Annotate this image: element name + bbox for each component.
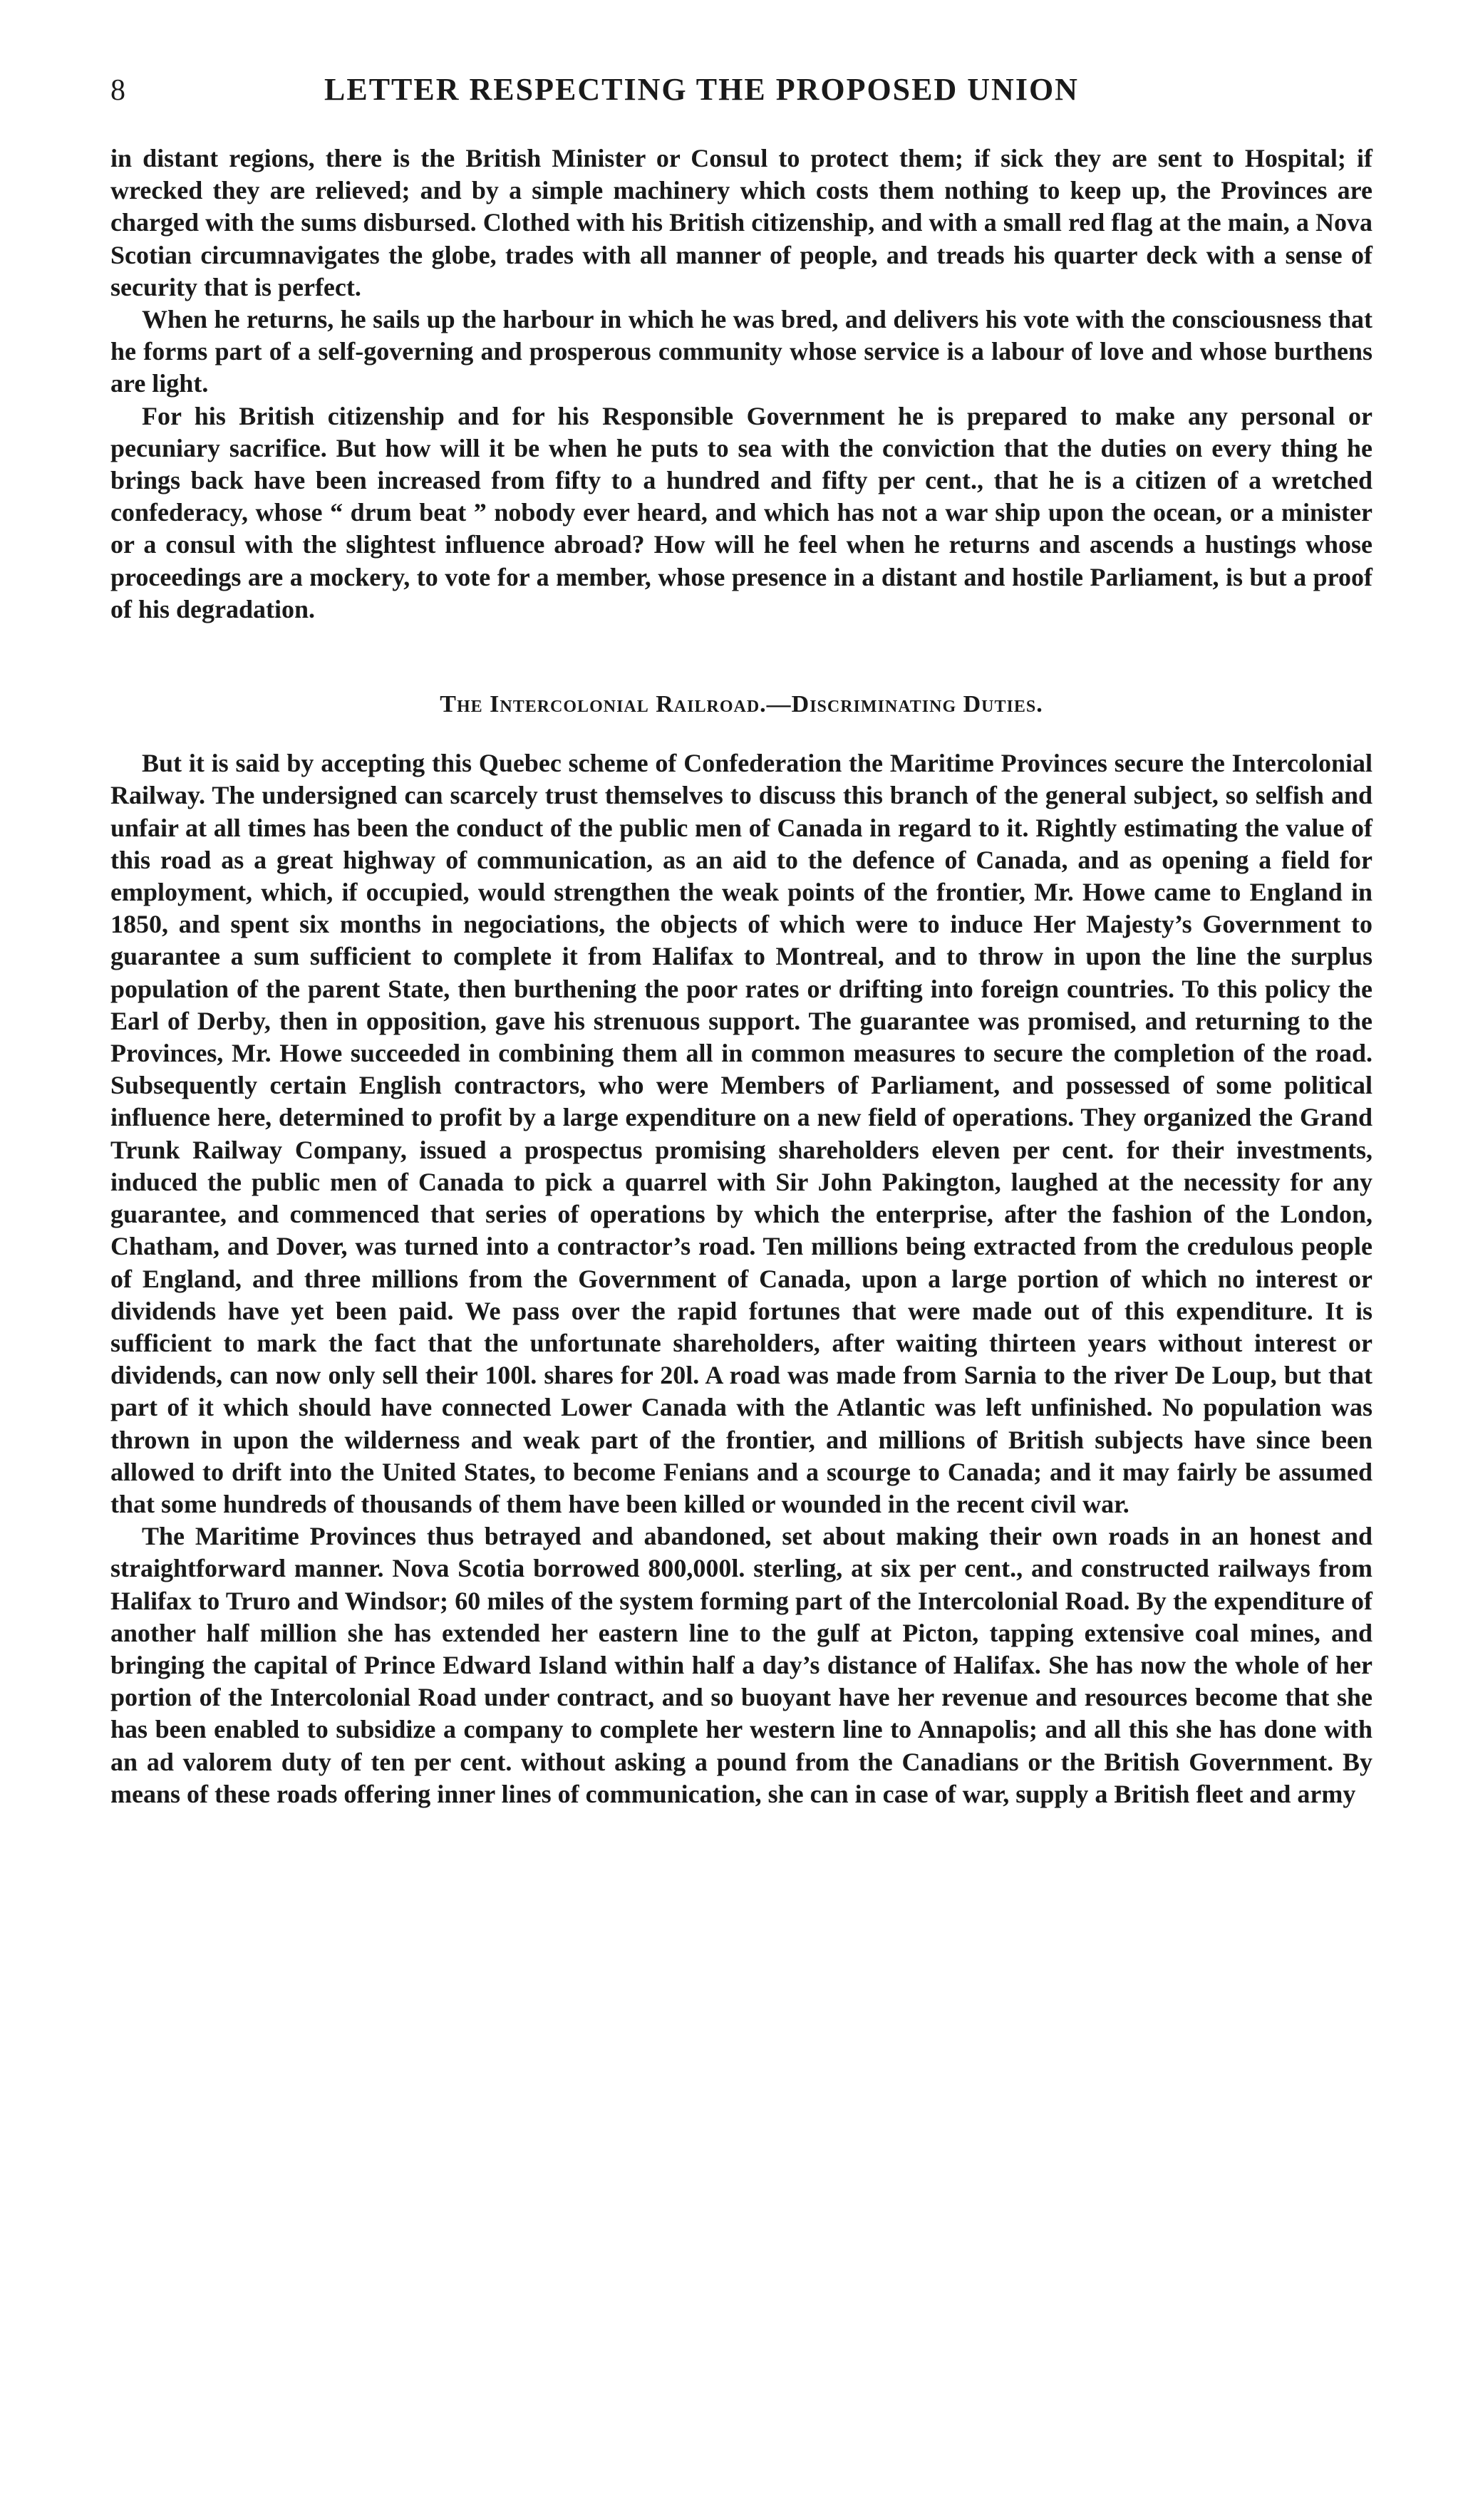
body-text xyxy=(110,142,1372,1810)
running-title: LETTER RESPECTING THE PROPOSED UNION xyxy=(324,72,1079,107)
paragraph: But it is said by accepting this Quebec scheme of Confederation the Maritime Provinces secure the Intercolonial Railway. The undersigned can scarcely trust themselves to discuss this branch of the general subject, so selfish and unfair at all times has been the conduct of the public men of Canada in regard to it. Rightly estimating the value of this road as a great highway of communication, as an aid to the defence of Canada, and as opening a field for employment, which, if occupied, would strengthen the weak points of the frontier, Mr. Howe came to England in 1850, and spent six months in negociations, the objects of which were to induce Her Majesty’s Government to guarantee a sum sufficient to complete it from Halifax to Montreal, and to throw in upon the line the surplus population of the parent State, then burthening the poor rates or drifting into foreign countries. To this policy the Earl of Derby, then in opposition, gave his strenuous support. The guarantee was promised, and returning to the Provinces, Mr. Howe succeeded in combining them all in common measures to secure the completion of the road. Subsequently certain English contractors, who were Members of Parliament, and possessed of some political influence here, determined to profit by a large expenditure on a new field of operations. They organized the Grand Trunk Railway Company, issued a prospectus promising shareholders eleven per cent. for their investments, induced the public men of Canada to pick a quarrel with Sir John Pakington, laughed at the necessity for any guarantee, and commenced that series of operations by which the enterprise, after the fashion of the London, Chatham, and Dover, was turned into a contractor’s road. Ten millions being extracted from the credulous people of England, and three millions from the Government of Canada, upon a large portion of which no interest or dividends have yet been paid. We pass over the rapid fortunes that were made out of this expenditure. It is sufficient to mark the fact that the unfortunate shareholders, after waiting thirteen years without interest or dividends, can now only sell their 100l. shares for 20l. A road was made from Sarnia to the river De Loup, but that part of it which should have connected Lower Canada with the Atlantic was left unfinished. No population was thrown in upon the wilderness and weak part of the frontier, and millions of British subjects have since been allowed to drift into the United States, to become Fenians and a scourge to Canada; and it may fairly be assumed that some hundreds of thousands of them have been killed or wounded in the recent civil war. xyxy=(110,749,1372,1518)
section-heading: The Intercolonial Railroad.—Discriminating Duties. xyxy=(440,691,1043,718)
paragraph: in distant regions, there is the British Minister or Consul to protect them; if sick they are sent to Hospital; if wrecked they are relieved; and by a simple machinery which costs them nothing to keep up, the Provinces are charged with the sums disbursed. Clothed with his British citizenship, and with a small red flag at the main, a Nova Scotian circumnavigates the globe, trades with all manner of people, and treads his quarter deck with a sense of security that is perfect. xyxy=(110,144,1372,301)
paragraph: When he returns, he sails up the harbour in which he was bred, and delivers his vote with the consciousness that he forms part of a self-governing and prosperous community whose service is a labour of love and whose burthens are light. xyxy=(110,305,1372,398)
paragraph: For his British citizenship and for his Responsible Government he is prepared to make any personal or pecuniary sacrifice. But how will it be when he puts to sea with the conviction that the duties on every thing he brings back have been increased from fifty to a hundred and fifty per cent., that he is a citizen of a wretched confederacy, whose “ drum beat ” nobody ever heard, and which has not a war ship upon the ocean, or a minister or a consul with the slightest influence abroad? How will he feel when he returns and ascends a hustings whose proceedings are a mockery, to vote for a member, whose presence in a distant and hostile Parliament, is but a proof of his degradation. xyxy=(110,401,1372,623)
running-head xyxy=(110,71,1372,123)
page-number: 8 xyxy=(110,74,125,107)
paragraph: The Maritime Provinces thus betrayed and abandoned, set about making their own roads in an honest and straightforward manner. Nova Scotia borrowed 800,000l. sterling, at six per cent., and constructed railways from Halifax to Truro and Windsor; 60 miles of the system forming part of the Intercolonial Road. By the expenditure of another half million she has extended her eastern line to the gulf at Picton, tapping extensive coal mines, and bringing the capital of Prince Edward Island within half a day’s distance of Halifax. She has now the whole of her portion of the Intercolonial Road under contract, and so buoyant have her revenue and resources become that she has been enabled to subsidize a company to complete her western line to Annapolis; and all this she has done with an ad valorem duty of ten per cent. without asking a pound from the Canadians or the British Government. By means of these roads offering inner lines of communication, she can in case of war, supply a British fleet and army xyxy=(110,1522,1372,1808)
